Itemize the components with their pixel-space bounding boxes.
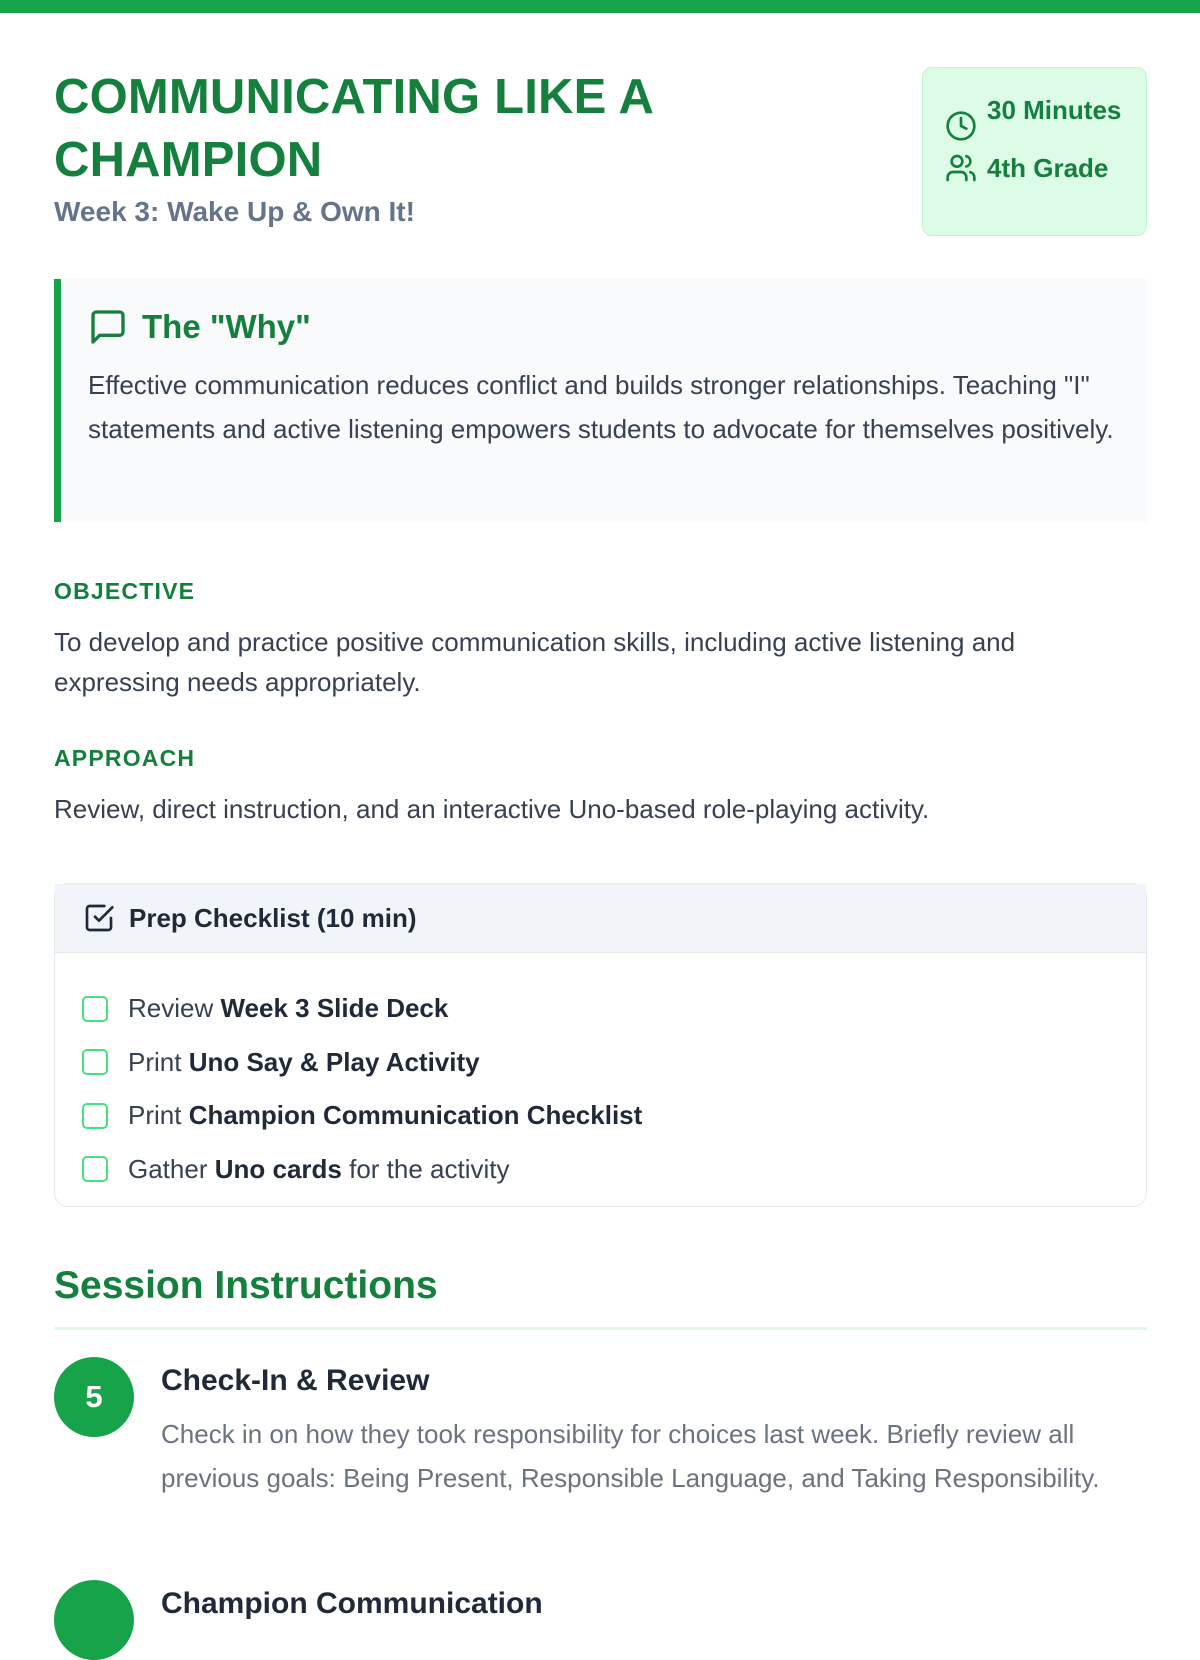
- checkbox[interactable]: [82, 1049, 108, 1075]
- page-subtitle: Week 3: Wake Up & Own It!: [54, 196, 415, 227]
- step-title: Check-In & Review: [161, 1364, 430, 1397]
- checkbox[interactable]: [82, 1156, 108, 1182]
- checkbox[interactable]: [82, 996, 108, 1022]
- objective-text: To develop and practice positive communication skills, including active listening and expressing needs appropriately.: [54, 627, 1016, 697]
- prep-checklist-items: [55, 953, 1146, 1196]
- session-meta-box: [922, 67, 1147, 236]
- why-callout: [54, 279, 1147, 522]
- duration-text: 30 Minutes: [987, 95, 1122, 125]
- step-duration-badge: [54, 1580, 134, 1660]
- prep-checklist-title: Prep Checklist (10 min): [129, 902, 417, 933]
- approach-text: Review, direct instruction, and an interactive Uno-based role-playing activity.: [54, 794, 930, 824]
- message-square-icon: [88, 307, 128, 347]
- checklist-item-label: Print Champion Communication Checklist: [128, 1100, 643, 1131]
- step-text: Check in on how they took responsibility for choices last week. Briefly review all previous goals: Being Present, Responsible Language, and Taking Responsibility.: [161, 1419, 1100, 1493]
- checklist-item: [82, 1036, 1146, 1090]
- why-text: Effective communication reduces conflict and builds stronger relationships. Teaching "I" statements and active listening empowers students to advocate for themselves positively.: [88, 370, 1114, 444]
- why-heading-text: The "Why": [142, 308, 311, 345]
- checklist-item: [82, 1143, 1146, 1197]
- step-body: [161, 1357, 1147, 1500]
- checklist-item: [82, 982, 1146, 1036]
- divider: [54, 1327, 1147, 1330]
- step-title: Champion Communication: [161, 1587, 543, 1620]
- checkbox[interactable]: [82, 1103, 108, 1129]
- top-accent-bar: [0, 0, 1200, 13]
- page-title: COMMUNICATING LIKE A CHAMPION: [54, 70, 653, 187]
- check-square-icon: [83, 902, 115, 934]
- prep-checklist-header: [55, 884, 1146, 953]
- grade-text: 4th Grade: [987, 153, 1109, 183]
- users-icon: [945, 152, 977, 184]
- session-instructions-heading: Session Instructions: [54, 1264, 438, 1307]
- page-header: [54, 66, 1147, 228]
- checklist-item-label: Print Uno Say & Play Activity: [128, 1046, 480, 1077]
- objective-label: OBJECTIVE: [54, 578, 196, 604]
- checklist-item-label: Gather Uno cards for the activity: [128, 1153, 510, 1184]
- clock-icon: [945, 110, 977, 142]
- step-body: [161, 1580, 1147, 1621]
- duration-row: [945, 90, 1146, 142]
- checklist-item-label: Review Week 3 Slide Deck: [128, 993, 449, 1024]
- checklist-item: [82, 1089, 1146, 1143]
- step-duration-badge: 5: [54, 1357, 134, 1437]
- grade-row: [945, 148, 1146, 188]
- approach-label: APPROACH: [54, 745, 196, 771]
- why-heading: [88, 307, 1117, 347]
- prep-checklist-card: [54, 883, 1147, 1207]
